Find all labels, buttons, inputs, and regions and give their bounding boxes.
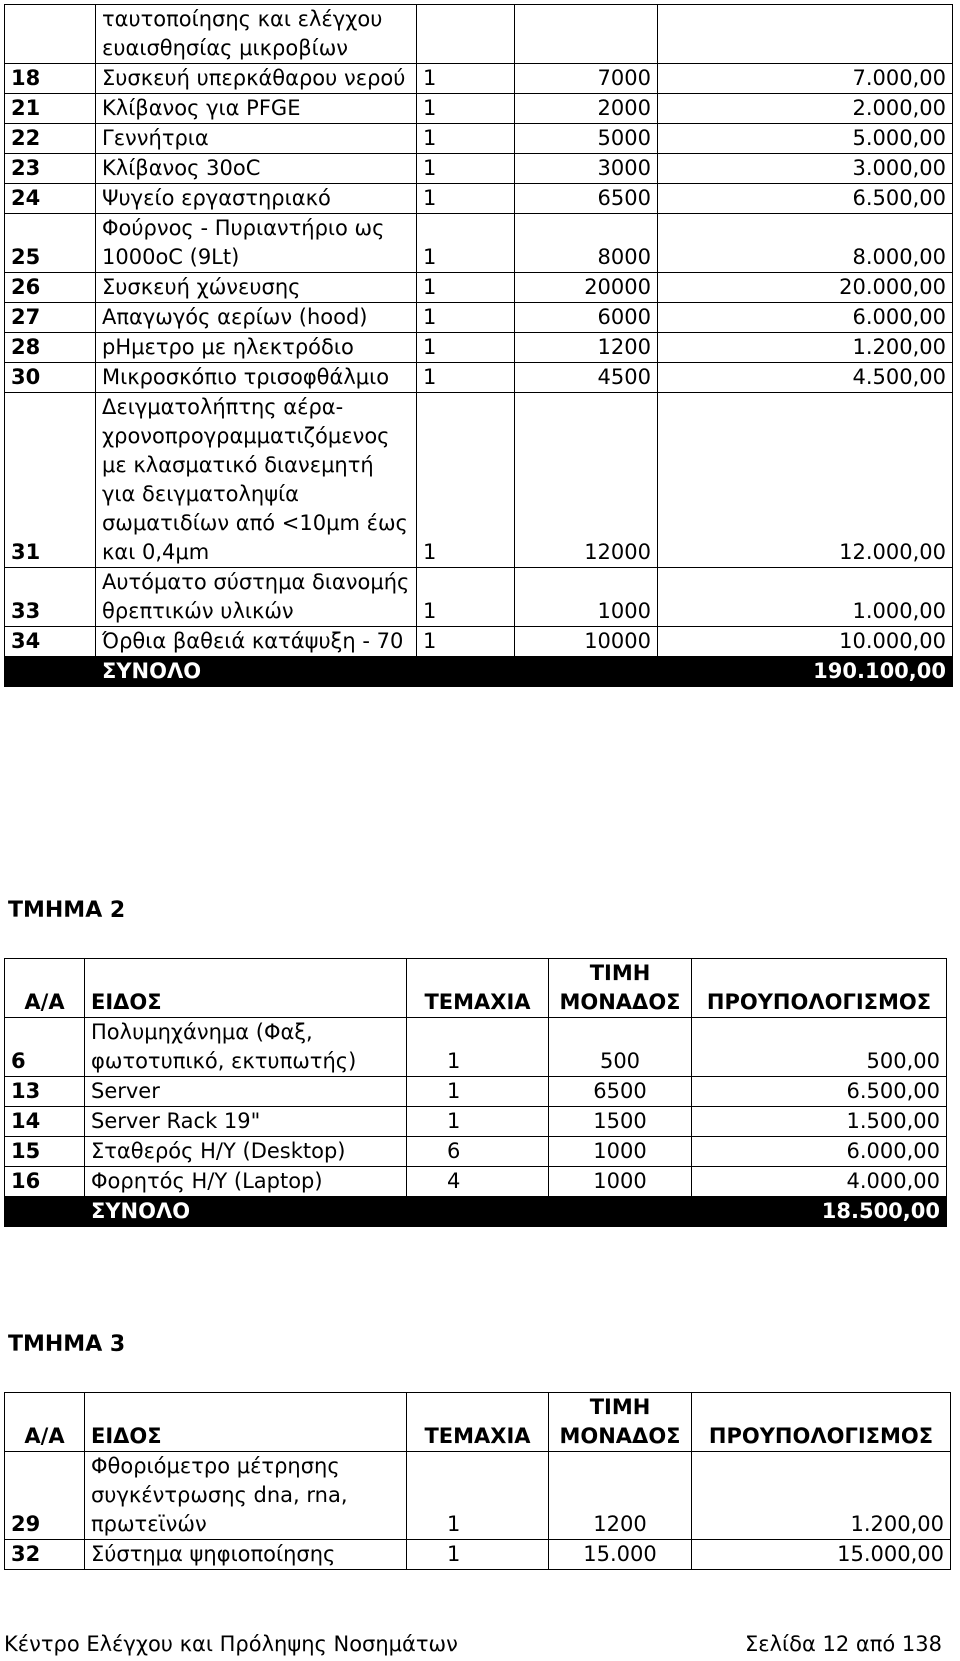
equipment-table-2 xyxy=(4,958,947,1227)
header-unit-price: ΤΙΜΗ ΜΟΝΑΔΟΣ xyxy=(549,1393,692,1452)
aa-cell: 28 xyxy=(5,333,96,363)
unit-price-cell: 6500 xyxy=(549,1077,692,1107)
unit-price-cell: 1200 xyxy=(515,333,658,363)
total-value: 190.100,00 xyxy=(658,657,953,687)
table-row xyxy=(5,64,953,94)
aa-cell: 26 xyxy=(5,273,96,303)
unit-price-cell: 1200 xyxy=(549,1452,692,1540)
table-row xyxy=(5,363,953,393)
qty-cell: 1 xyxy=(417,363,515,393)
table-row xyxy=(5,1167,947,1197)
table-row xyxy=(5,333,953,363)
budget-cell: 20.000,00 xyxy=(658,273,953,303)
qty-cell: 1 xyxy=(417,273,515,303)
qty-cell: 1 xyxy=(417,303,515,333)
budget-cell: 10.000,00 xyxy=(658,627,953,657)
table-row xyxy=(5,94,953,124)
qty-cell: 6 xyxy=(407,1137,549,1167)
item-cell: Απαγωγός αερίων (hood) xyxy=(96,303,417,333)
budget-cell: 2.000,00 xyxy=(658,94,953,124)
table-row xyxy=(5,1137,947,1167)
table-row xyxy=(5,124,953,154)
unit-price-cell: 7000 xyxy=(515,64,658,94)
item-cell: Server Rack 19" xyxy=(85,1107,407,1137)
aa-cell: 27 xyxy=(5,303,96,333)
table-row xyxy=(5,303,953,333)
aa-cell: 18 xyxy=(5,64,96,94)
table-row xyxy=(5,1540,951,1570)
unit-price-cell: 12000 xyxy=(515,393,658,568)
unit-price-cell: 20000 xyxy=(515,273,658,303)
unit-price-cell: 6500 xyxy=(515,184,658,214)
budget-cell: 5.000,00 xyxy=(658,124,953,154)
unit-price-cell: 5000 xyxy=(515,124,658,154)
item-cell: ταυτοποίησης και ελέγχου ευαισθησίας μικροβίων xyxy=(96,5,417,64)
budget-cell: 7.000,00 xyxy=(658,64,953,94)
table-row xyxy=(5,1018,947,1077)
aa-cell: 14 xyxy=(5,1107,85,1137)
table-row xyxy=(5,568,953,627)
table-row xyxy=(5,1077,947,1107)
table-row xyxy=(5,393,953,568)
unit-price-cell: 8000 xyxy=(515,214,658,273)
header-budget: ΠΡΟΥΠΟΛΟΓΙΣΜΟΣ xyxy=(692,959,947,1018)
unit-price-cell: 1000 xyxy=(549,1167,692,1197)
aa-cell: 6 xyxy=(5,1018,85,1077)
budget-cell: 15.000,00 xyxy=(692,1540,951,1570)
qty-cell: 1 xyxy=(407,1452,549,1540)
item-cell: Φθοριόμετρο μέτρησης συγκέντρωσης dna, rna, πρωτεϊνών xyxy=(85,1452,407,1540)
aa-cell: 25 xyxy=(5,214,96,273)
budget-cell: 3.000,00 xyxy=(658,154,953,184)
aa-cell: 29 xyxy=(5,1452,85,1540)
aa-cell: 15 xyxy=(5,1137,85,1167)
item-cell: Όρθια βαθειά κατάψυξη - 70 xyxy=(96,627,417,657)
header-row xyxy=(5,1393,951,1452)
qty-cell: 1 xyxy=(417,94,515,124)
qty-cell: 1 xyxy=(417,568,515,627)
qty-cell: 1 xyxy=(417,154,515,184)
unit-price-cell: 1500 xyxy=(549,1107,692,1137)
header-qty: ΤΕΜΑΧΙΑ xyxy=(407,959,549,1018)
aa-cell: 22 xyxy=(5,124,96,154)
item-cell: Κλίβανος για PFGE xyxy=(96,94,417,124)
budget-cell: 4.000,00 xyxy=(692,1167,947,1197)
unit-price-cell: 10000 xyxy=(515,627,658,657)
qty-cell: 1 xyxy=(417,184,515,214)
aa-cell: 32 xyxy=(5,1540,85,1570)
header-aa: Α/Α xyxy=(5,1393,85,1452)
qty-cell: 1 xyxy=(407,1540,549,1570)
equipment-table-3 xyxy=(4,1392,951,1570)
item-cell: Συσκευή υπερκάθαρου νερού xyxy=(96,64,417,94)
item-cell: Μικροσκόπιο τρισοφθάλμιο xyxy=(96,363,417,393)
equipment-table-1 xyxy=(4,4,953,687)
aa-cell: 34 xyxy=(5,627,96,657)
budget-cell: 1.200,00 xyxy=(658,333,953,363)
total-row xyxy=(5,657,953,687)
item-cell: Γεννήτρια xyxy=(96,124,417,154)
aa-cell: 13 xyxy=(5,1077,85,1107)
qty-cell: 1 xyxy=(417,333,515,363)
total-row xyxy=(5,1197,947,1227)
header-budget: ΠΡΟΥΠΟΛΟΓΙΣΜΟΣ xyxy=(692,1393,951,1452)
header-qty: ΤΕΜΑΧΙΑ xyxy=(407,1393,549,1452)
aa-cell: 23 xyxy=(5,154,96,184)
unit-price-cell: 3000 xyxy=(515,154,658,184)
budget-cell: 12.000,00 xyxy=(658,393,953,568)
header-item: ΕΙΔΟΣ xyxy=(85,959,407,1018)
unit-price-cell: 2000 xyxy=(515,94,658,124)
item-cell: Κλίβανος 30oC xyxy=(96,154,417,184)
aa-cell xyxy=(5,5,96,64)
unit-price-cell: 1000 xyxy=(549,1137,692,1167)
table-row xyxy=(5,627,953,657)
qty-cell: 1 xyxy=(417,393,515,568)
item-cell: Αυτόματο σύστημα διανομής θρεπτικών υλικών xyxy=(96,568,417,627)
unit-price-cell: 1000 xyxy=(515,568,658,627)
qty-cell: 1 xyxy=(407,1107,549,1137)
aa-cell: 21 xyxy=(5,94,96,124)
aa-cell: 16 xyxy=(5,1167,85,1197)
budget-cell: 1.000,00 xyxy=(658,568,953,627)
item-cell: pΗμετρο με ηλεκτρόδιο xyxy=(96,333,417,363)
item-cell: Πολυμηχάνημα (Φαξ, φωτοτυπικό, εκτυπωτής) xyxy=(85,1018,407,1077)
budget-cell: 1.500,00 xyxy=(692,1107,947,1137)
qty-cell: 1 xyxy=(417,214,515,273)
item-cell: Σταθερός Η/Υ (Desktop) xyxy=(85,1137,407,1167)
qty-cell: 1 xyxy=(417,64,515,94)
item-cell: Σύστημα ψηφιοποίησης xyxy=(85,1540,407,1570)
item-cell: Φούρνος - Πυριαντήριο ως 1000oC (9Lt) xyxy=(96,214,417,273)
footer-page-number: Σελίδα 12 από 138 xyxy=(744,1632,942,1656)
footer-organization: Κέντρο Ελέγχου και Πρόληψης Νοσημάτων xyxy=(4,1632,458,1656)
aa-cell: 30 xyxy=(5,363,96,393)
header-unit-price: ΤΙΜΗ ΜΟΝΑΔΟΣ xyxy=(549,959,692,1018)
table-row xyxy=(5,273,953,303)
total-label: ΣΥΝΟΛΟ xyxy=(85,1197,407,1227)
budget-cell: 1.200,00 xyxy=(692,1452,951,1540)
aa-cell: 31 xyxy=(5,393,96,568)
aa-cell: 33 xyxy=(5,568,96,627)
qty-cell: 1 xyxy=(417,124,515,154)
item-cell: Server xyxy=(85,1077,407,1107)
unit-price-cell: 4500 xyxy=(515,363,658,393)
budget-cell: 6.500,00 xyxy=(658,184,953,214)
item-cell: Φορητός Η/Υ (Laptop) xyxy=(85,1167,407,1197)
unit-price-cell: 6000 xyxy=(515,303,658,333)
table1-body xyxy=(5,5,953,687)
table-row xyxy=(5,1452,951,1540)
qty-cell: 1 xyxy=(417,627,515,657)
item-cell: Δειγματολήπτης αέρα-χρονοπρογραμματιζόμενος με κλασματικό διανεμητή για δειγματοληψία σωματιδίων από <10μm έως και 0,4μm xyxy=(96,393,417,568)
budget-cell: 4.500,00 xyxy=(658,363,953,393)
header-aa: Α/Α xyxy=(5,959,85,1018)
table-row xyxy=(5,154,953,184)
qty-cell: 4 xyxy=(407,1167,549,1197)
budget-cell: 500,00 xyxy=(692,1018,947,1077)
qty-cell: 1 xyxy=(407,1018,549,1077)
total-value: 18.500,00 xyxy=(692,1197,947,1227)
section-3-title: ΤΜΗΜΑ 3 xyxy=(8,1332,126,1357)
budget-cell: 6.000,00 xyxy=(658,303,953,333)
budget-cell: 6.500,00 xyxy=(692,1077,947,1107)
aa-cell: 24 xyxy=(5,184,96,214)
header-row xyxy=(5,959,947,1018)
item-cell: Συσκευή χώνευσης xyxy=(96,273,417,303)
table-row xyxy=(5,5,953,64)
unit-price-cell: 15.000 xyxy=(549,1540,692,1570)
item-cell: Ψυγείο εργαστηριακό xyxy=(96,184,417,214)
budget-cell: 8.000,00 xyxy=(658,214,953,273)
table-row xyxy=(5,214,953,273)
total-label: ΣΥΝΟΛΟ xyxy=(96,657,417,687)
table-row xyxy=(5,184,953,214)
section-2-title: ΤΜΗΜΑ 2 xyxy=(8,898,126,923)
header-item: ΕΙΔΟΣ xyxy=(85,1393,407,1452)
budget-cell: 6.000,00 xyxy=(692,1137,947,1167)
qty-cell: 1 xyxy=(407,1077,549,1107)
table-row xyxy=(5,1107,947,1137)
unit-price-cell: 500 xyxy=(549,1018,692,1077)
